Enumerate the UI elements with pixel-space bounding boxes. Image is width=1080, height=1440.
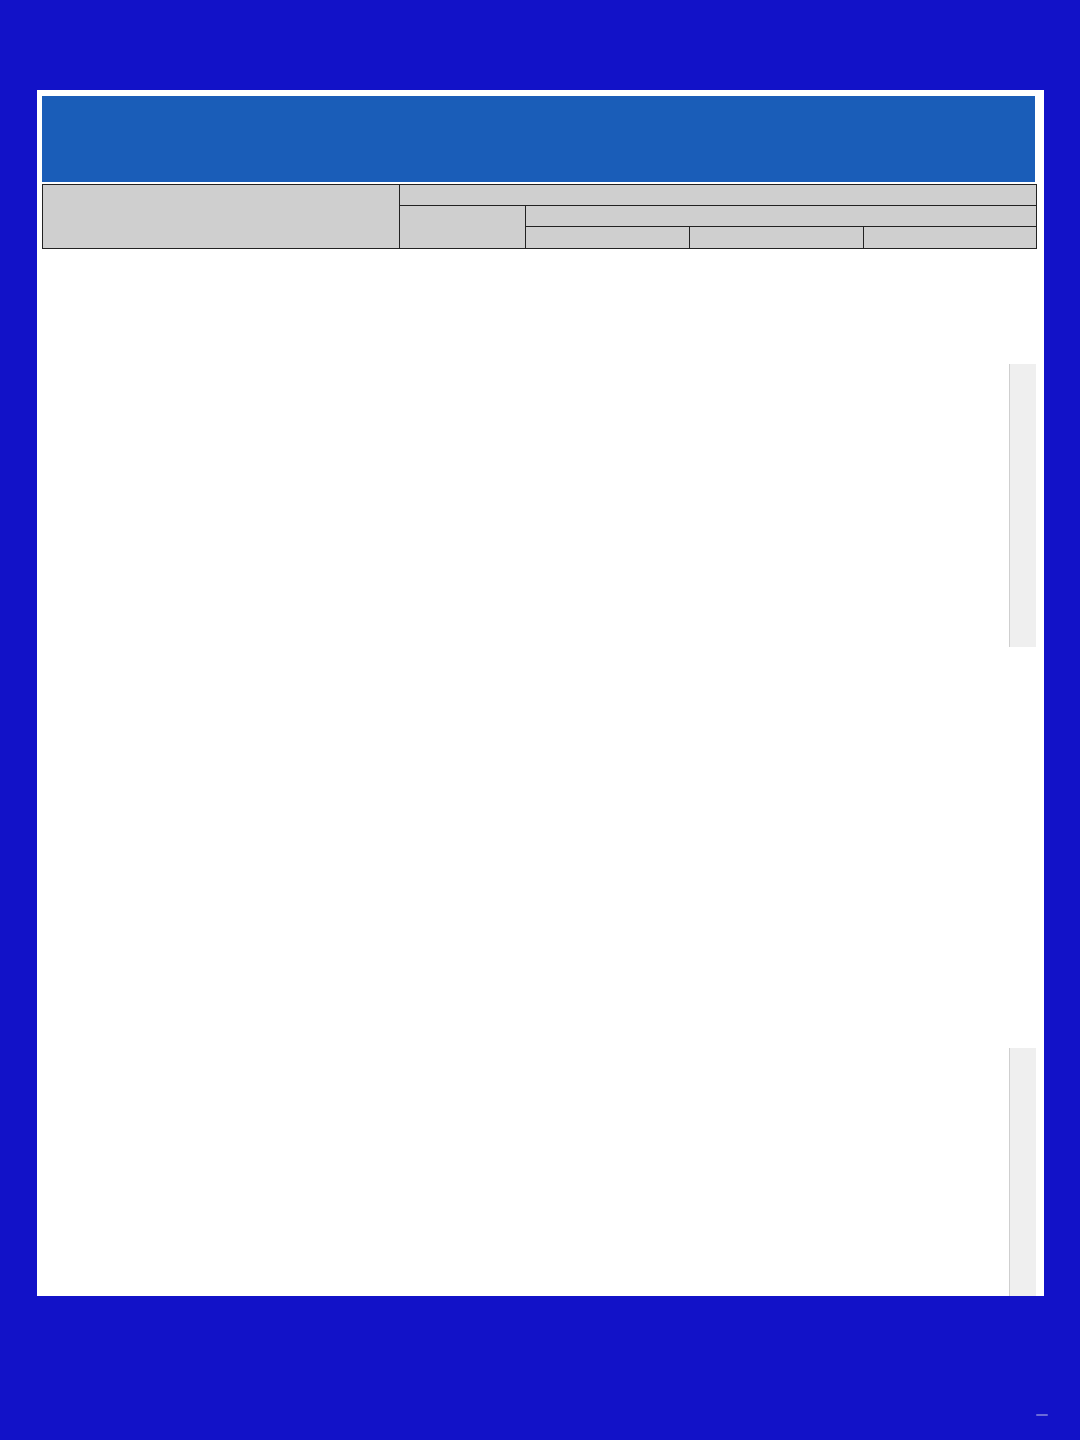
header-year-2024 [690, 227, 864, 248]
table-title [42, 96, 1035, 182]
app-watermark-tag [1036, 1414, 1048, 1416]
applications-table-top [42, 184, 1037, 249]
header-lodgement-years [526, 206, 1037, 227]
header-on-hand [400, 185, 1037, 206]
watermark-strip-bottom [1009, 1048, 1036, 1296]
header-year-2023 [526, 227, 690, 248]
header-visa-subclass [43, 185, 400, 249]
document-sheet [37, 90, 1044, 1296]
watermark-strip-top [1009, 364, 1036, 647]
header-year-2025 [864, 227, 1037, 248]
header-lodged-month [400, 206, 526, 248]
